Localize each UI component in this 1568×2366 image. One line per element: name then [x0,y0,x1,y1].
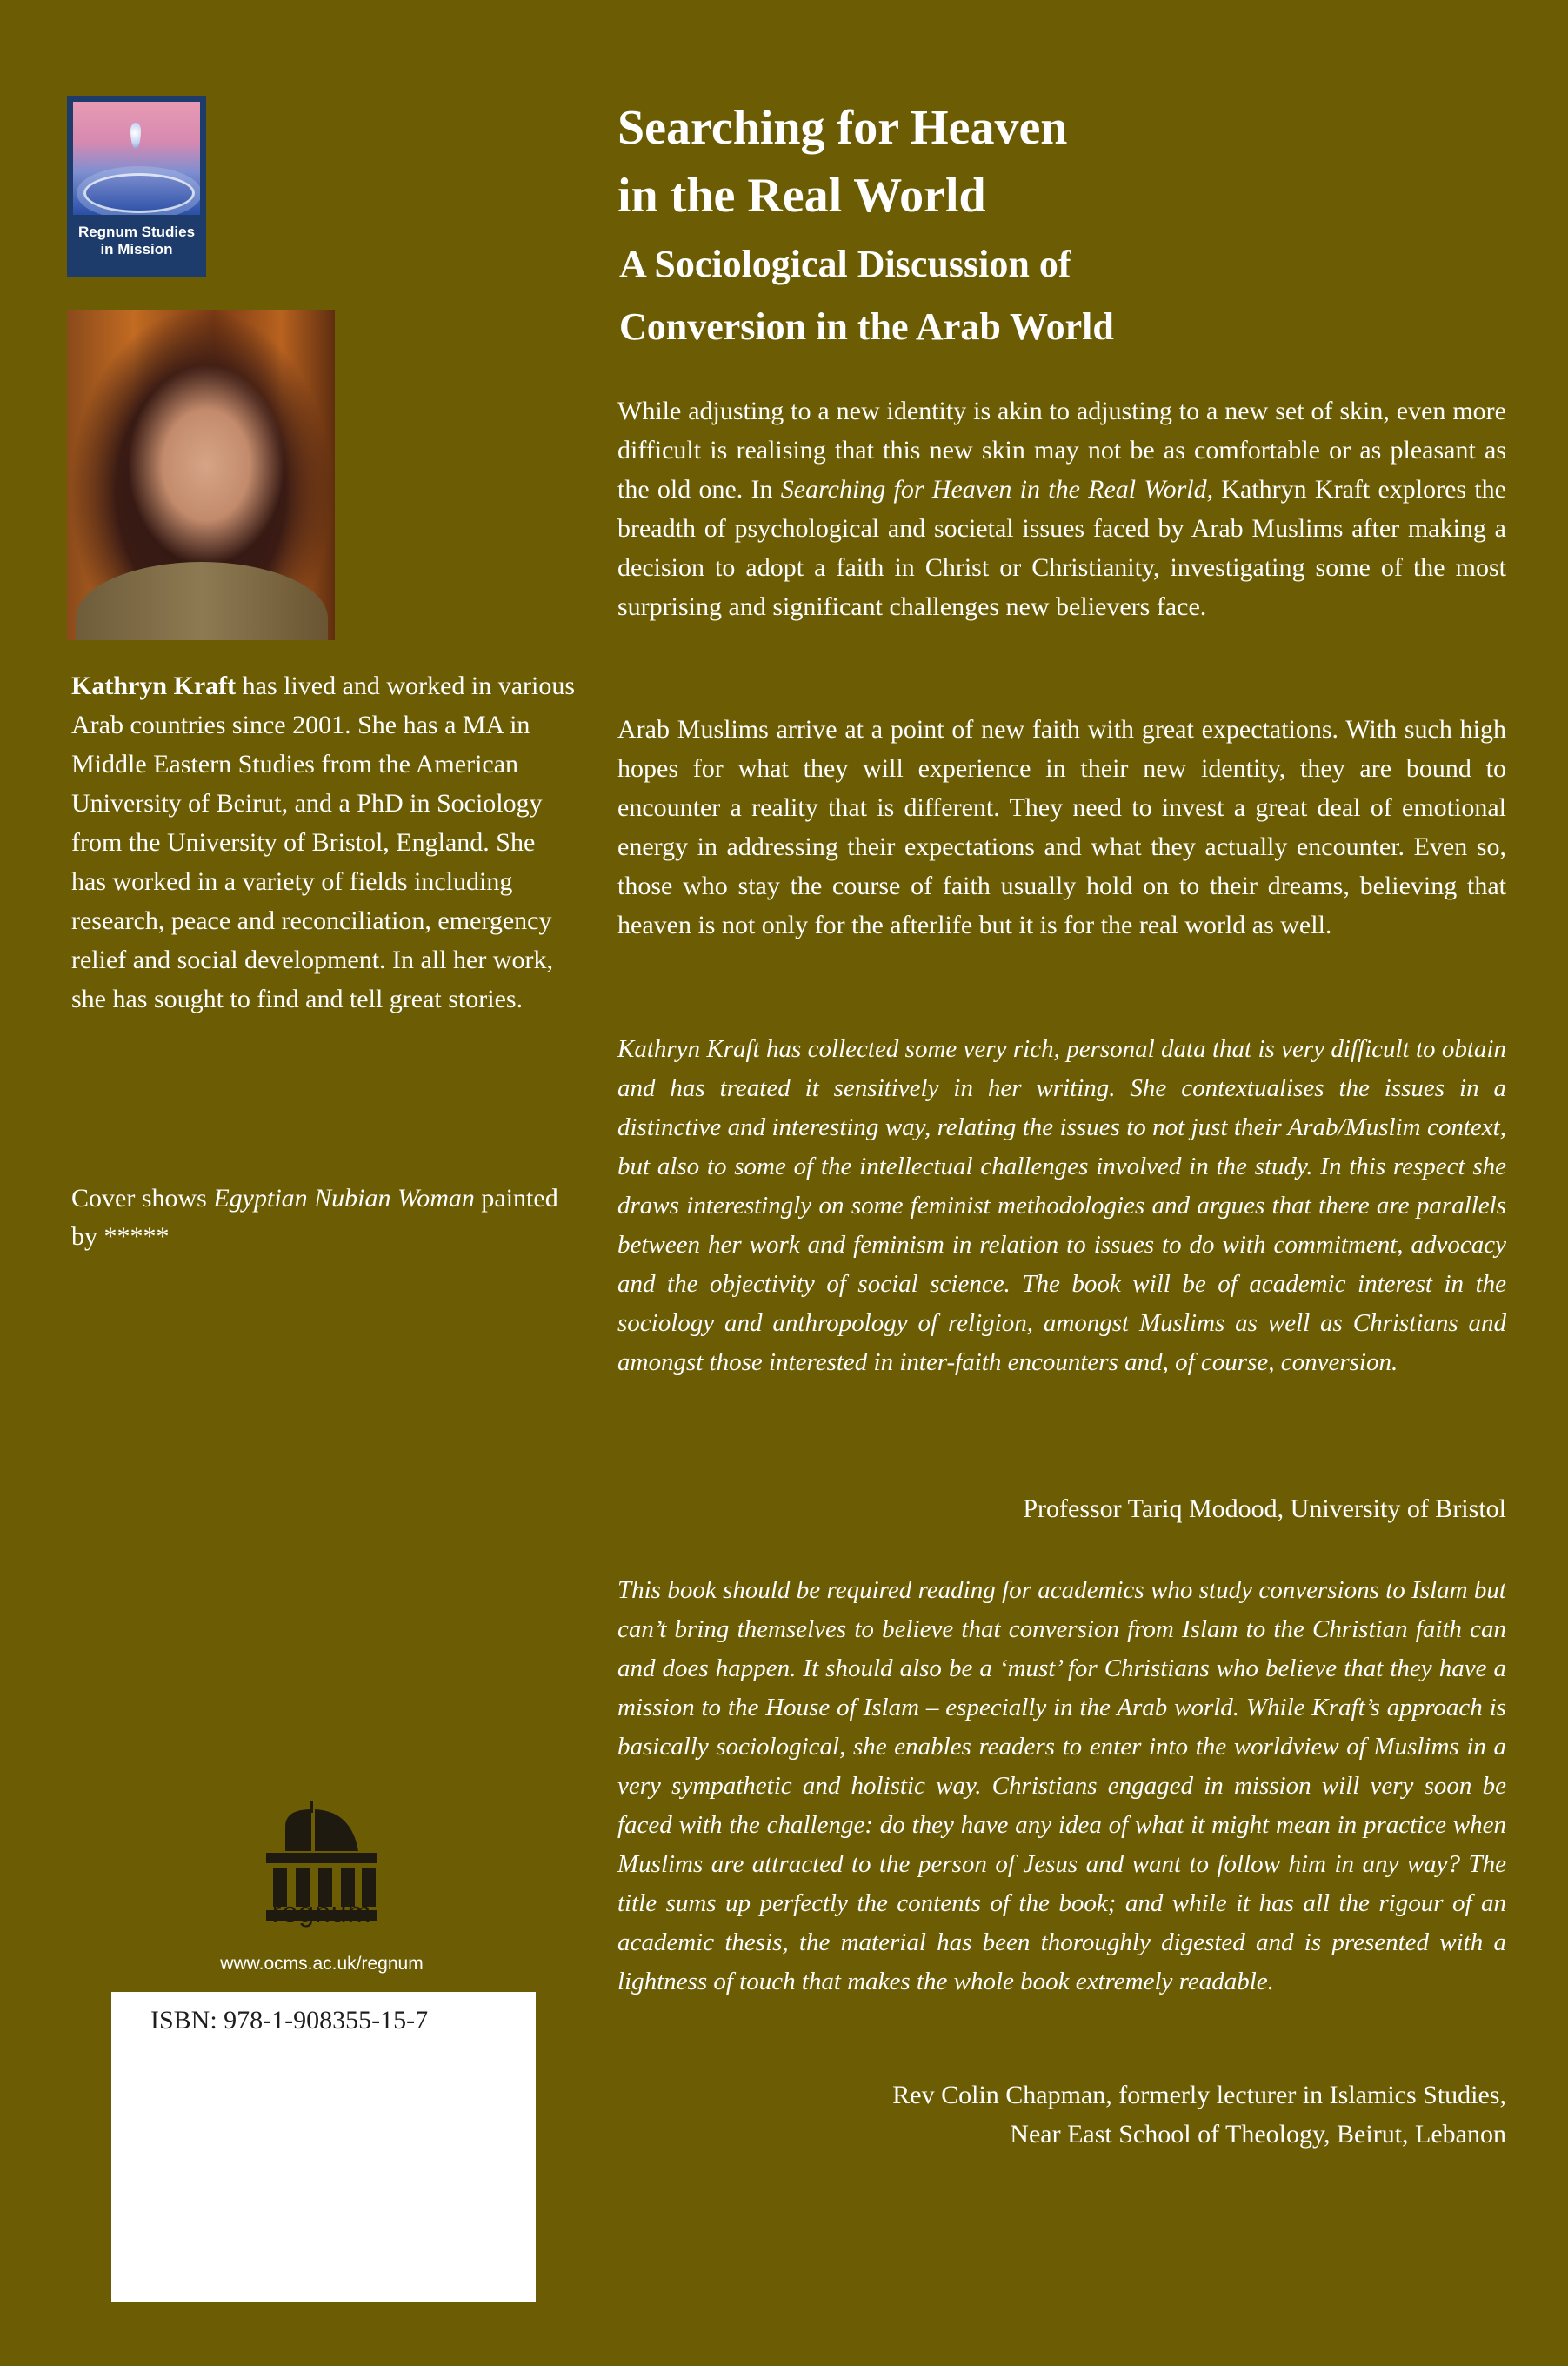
author-photo [67,310,335,640]
publisher-website: www.ocms.ac.uk/regnum [220,1954,424,1974]
author-bio-text: has lived and worked in various Arab countries since 2001. She has a MA in Middle Eastern Studies from the American University of Beirut, and a PhD in Sociology from the University of Bristol, England. She has worked in a variety of fields including research, peace and reconciliation, emergency relief and social development. In all her work, she has sought to find and tell great stories. [71,672,576,1013]
endorsement-attribution-1 [617,1489,1506,1528]
author-name: Kathryn Kraft [71,672,237,700]
book-title-line-1: Searching for Heaven [617,101,1068,155]
endorsement-attribution-2 [617,2075,1506,2154]
description-p1-end: Kathryn Kraft explores the breadth of psychological and societal issues faced by Arab Muslims after making a decision to adopt a faith in Christ or Christianity, investigating some of the most surprising and significant challenges new believers face. [617,475,1506,621]
book-subtitle [619,233,1532,358]
series-label: Regnum Studies in Mission [77,224,196,257]
cover-credit-prefix: Cover shows [71,1184,214,1213]
endorsement-2-attribution-line-2: Near East School of Theology, Beirut, Lebanon [1010,2120,1506,2149]
book-title-line-2: in the Real World [617,169,986,223]
endorsement-quote-1: Kathryn Kraft has collected some very rich, personal data that is very difficult to obtain and has treated it sensitively in her writing. She contextualises the issues in a distinctive and interesting way, relating the issues to not just their Arab/Muslim context, but also to some of the intellectual challenges involved in the study. In this respect she draws interestingly on some feminist methodologies and argues that there are parallels between her work and feminism in relation to issues to do with commitment, advocacy and the objectivity of social science. The book will be of academic interest in the sociology and anthropology of religion, amongst Muslims as well as Christians and amongst those interested in inter-faith encounters and, of course, conversion. [617,1035,1506,1376]
book-subtitle-line-1: A Sociological Discussion of [619,243,1071,285]
author-bio [71,666,576,1019]
isbn-box [111,1992,536,2302]
endorsement-quote-2: This book should be required reading for academics who study conversions to Islam but can’t bring themselves to believe that conversion from Islam to the Christian faith can and does happen. It should also be a ‘must’ for Christians who believe that they have a mission to the House of Islam – especially in the Arab world. While Kraft’s approach is basically sociological, she enables readers to enter into the worldview of Muslims in a very sympathetic and holistic way. Christians engaged in mission will very soon be faced with the challenge: do they have any idea of what it might mean in practice when Muslims are attracted to the person of Jesus and want to follow him in any way? The title sums up perfectly the contents of the book; and while it has all the rigour of an academic thesis, the material has been thoroughly digested and is presented with a lightness of touch that makes the whole book extremely readable. [617,1576,1506,1995]
cover-credit-suffix: painted by ***** [71,1184,558,1251]
description-p1-start: While adjusting to a new identity is akin to adjusting to a new set of skin, even more difficult is realising that this new skin may not be as comfortable or as pleasant as the old one. In [617,397,1506,504]
endorsement-2-attribution-line-1: Rev Colin Chapman, formerly lecturer in Islamics Studies, [892,2081,1506,2109]
isbn: ISBN: 978-1-908355-15-7 [150,2006,429,2035]
book-subtitle-line-2: Conversion in the Arab World [619,305,1114,348]
book-title [617,94,1531,230]
description-p1-book-title: Searching for Heaven in the Real World, [780,475,1214,504]
cover-credit [71,1180,576,1256]
series-logo [67,96,206,277]
publisher-logo-text: regnum [271,1896,372,1928]
endorsement-1-attribution-line-1: Professor Tariq Modood, University of Bristol [1023,1494,1506,1523]
water-drop-icon [73,102,200,215]
description-paragraph-1 [617,391,1506,626]
painting-title: Egyptian Nubian Woman [213,1184,475,1213]
description-paragraph-2: Arab Muslims arrive at a point of new faith with great expectations. With such high hopes for what they will experience in their new identity, they are bound to encounter a reality that is different. They need to invest a great deal of emotional energy in addressing their expectations and what they actually encounter. Even so, those who stay the course of faith usually hold on to their dreams, believing that heaven is not only for the afterlife but it is for the real world as well. [617,715,1506,939]
